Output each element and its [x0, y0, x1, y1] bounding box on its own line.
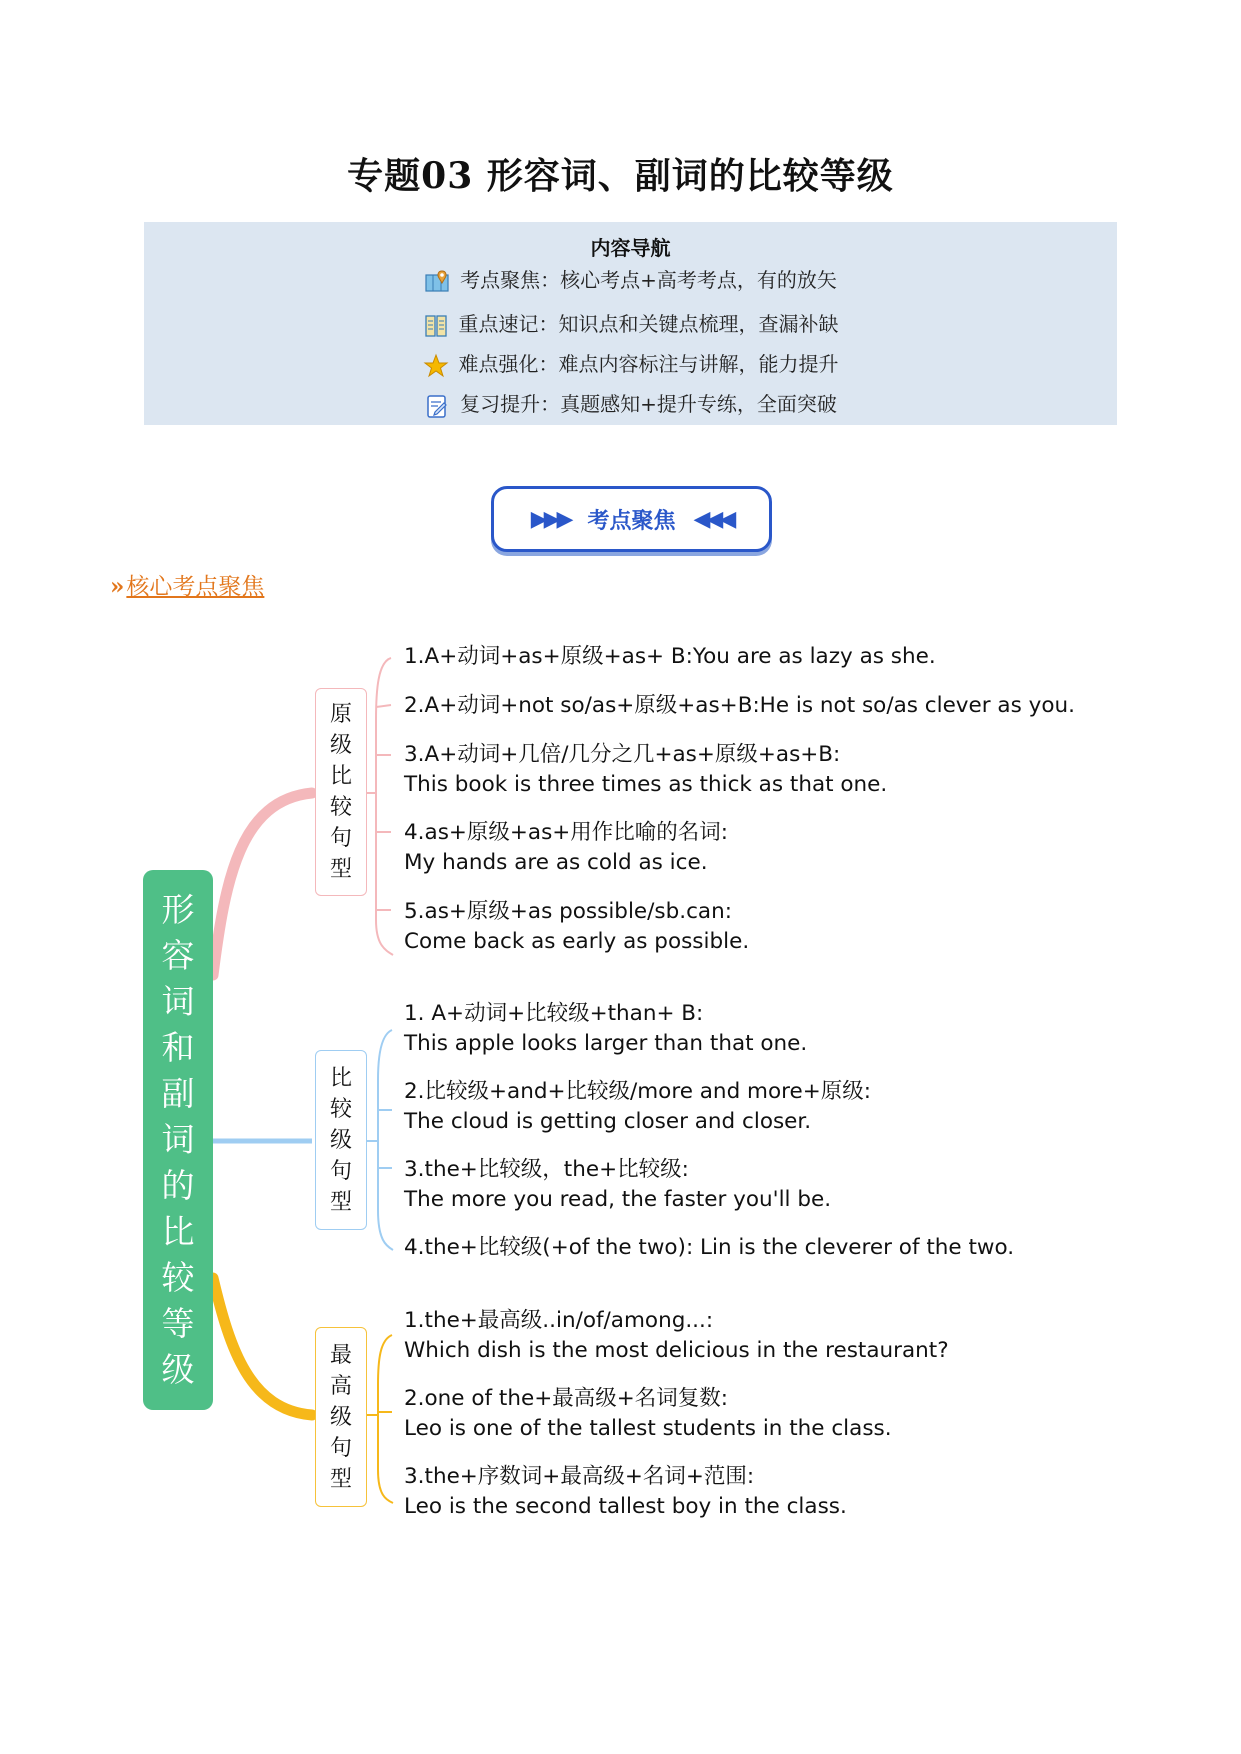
- mindmap-item: [404, 740, 887, 800]
- bracket-comparative: [378, 1030, 393, 1250]
- item-line: 1.A+动词+as+原级+as+ B:You are as lazy as she.: [404, 644, 936, 669]
- mindmap-item: [404, 897, 749, 957]
- double-chevron-icon: »: [110, 573, 125, 600]
- page-title: 专题03 形容词、副词的比较等级: [347, 155, 894, 197]
- mindmap-root: [143, 870, 213, 1410]
- category-char: 比: [329, 1065, 352, 1091]
- mindmap-item: [404, 691, 1075, 721]
- mindmap-item: [404, 1462, 847, 1522]
- root-char: 形: [161, 890, 195, 929]
- item-line: 1.the+最高级..in/of/among...:: [404, 1308, 714, 1333]
- category-positive-degree: [315, 688, 367, 896]
- item-line: 2.one of the+最高级+名词复数:: [404, 1386, 728, 1411]
- category-char: 句: [329, 1158, 352, 1184]
- root-char: 级: [161, 1350, 195, 1389]
- bracket-superlative: [378, 1335, 393, 1503]
- nav-item-text: 难点强化：难点内容标注与讲解，能力提升: [458, 352, 839, 376]
- item-line: 4.as+原级+as+用作比喻的名词:: [404, 820, 729, 845]
- link-root-positive: [213, 793, 312, 975]
- item-line: 5.as+原级+as possible/sb.can:: [404, 899, 732, 924]
- mindmap-item: [404, 1384, 892, 1444]
- item-line: The more you read, the faster you'll be.: [404, 1187, 832, 1212]
- category-char: 句: [329, 1435, 352, 1461]
- nav-item-text: 复习提升：真题感知+提升专练，全面突破: [460, 392, 837, 416]
- item-line: 3.the+序数词+最高级+名词+范围:: [404, 1464, 755, 1489]
- bracket-ticks-positive: [376, 705, 391, 910]
- bracket-ticks-comparative: [378, 1110, 392, 1168]
- root-char: 的: [161, 1166, 195, 1205]
- mindmap-item: [404, 818, 728, 878]
- root-char: 较: [161, 1258, 195, 1297]
- root-char: 等: [161, 1304, 195, 1343]
- category-char: 比: [329, 764, 352, 789]
- link-root-superlative: [213, 1278, 312, 1415]
- root-char: 和: [161, 1028, 195, 1067]
- root-char: 词: [161, 1120, 195, 1159]
- item-line: 3.the+比较级，the+比较级:: [404, 1157, 689, 1182]
- category-char: 型: [329, 857, 352, 882]
- category-char: 较: [329, 795, 352, 820]
- item-line: The cloud is getting closer and closer.: [404, 1109, 812, 1134]
- root-char: 比: [161, 1212, 195, 1251]
- item-line: Leo is the second tallest boy in the class.: [404, 1494, 847, 1519]
- category-comparative-degree: [315, 1050, 367, 1230]
- category-char: 级: [329, 733, 352, 758]
- item-line: 3.A+动词+几倍/几分之几+as+原级+as+B:: [404, 742, 841, 767]
- item-line: Come back as early as possible.: [404, 929, 750, 954]
- category-char: 级: [329, 1404, 352, 1430]
- item-line: 2.比较级+and+比较级/more and more+原级:: [404, 1079, 871, 1104]
- item-line: 2.A+动词+not so/as+原级+as+B:He is not so/as clever as you.: [404, 693, 1075, 718]
- mindmap-item: [404, 1233, 1014, 1263]
- item-line: This book is three times as thick as that one.: [404, 772, 888, 797]
- mindmap-item: [404, 1077, 871, 1137]
- core-title-label: 核心考点聚焦: [126, 574, 265, 600]
- right-arrows-icon: ▶▶▶: [530, 506, 570, 532]
- category-char: 型: [329, 1466, 352, 1492]
- nav-item-text: 重点速记：知识点和关键点梳理，查漏补缺: [458, 312, 839, 336]
- nav-heading: 内容导航: [590, 236, 671, 260]
- nav-item-text: 考点聚焦：核心考点+高考考点，有的放矢: [460, 268, 837, 292]
- left-arrows-icon: ◀◀◀: [693, 506, 733, 532]
- item-line: 1. A+动词+比较级+than+ B:: [404, 1001, 704, 1026]
- category-char: 句: [329, 826, 352, 851]
- mindmap-item: [404, 1306, 949, 1366]
- mindmap-item: [404, 999, 807, 1059]
- section-banner-label: 考点聚焦: [587, 508, 676, 534]
- category-char: 原: [329, 702, 352, 727]
- item-line: 4.the+比较级(+of the two): Lin is the cleverer of the two.: [404, 1235, 1015, 1260]
- item-line: Which dish is the most delicious in the restaurant?: [404, 1338, 949, 1363]
- item-line: My hands are as cold as ice.: [404, 850, 708, 875]
- mindmap-item: [404, 1155, 831, 1215]
- category-char: 型: [329, 1189, 352, 1215]
- category-char: 高: [329, 1373, 352, 1399]
- mindmap-item: [404, 642, 936, 672]
- root-char: 副: [161, 1074, 195, 1113]
- root-char: 词: [161, 982, 195, 1021]
- root-char: 容: [161, 936, 195, 975]
- item-line: This apple looks larger than that one.: [404, 1031, 808, 1056]
- category-char: 最: [329, 1342, 352, 1368]
- item-line: Leo is one of the tallest students in the class.: [404, 1416, 892, 1441]
- category-superlative-degree: [315, 1327, 367, 1507]
- category-char: 较: [329, 1096, 352, 1122]
- category-char: 级: [329, 1127, 352, 1153]
